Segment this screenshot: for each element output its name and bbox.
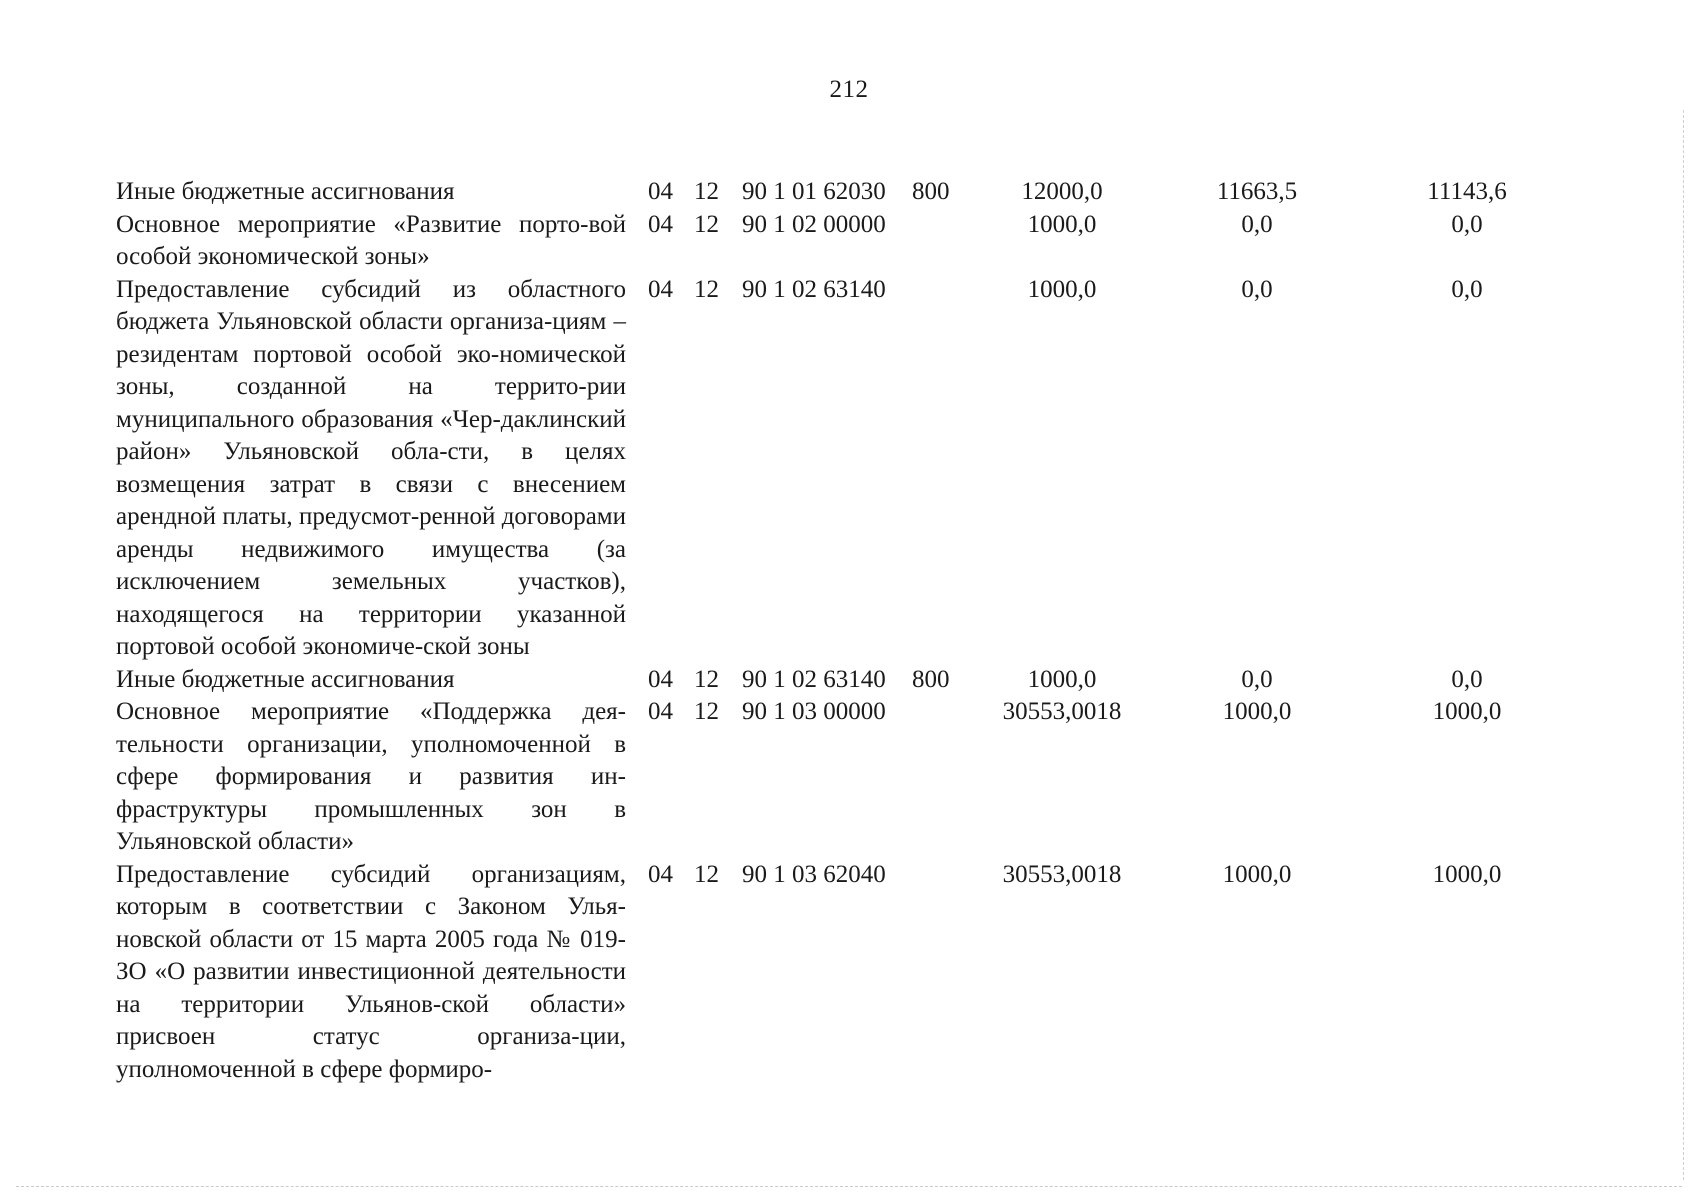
page-number: 212 bbox=[829, 76, 869, 103]
row-amount-year-1: 12000,0 bbox=[1021, 178, 1103, 205]
row-amount-year-1: 30553,0018 bbox=[1002, 860, 1122, 888]
row-section-code: 04 bbox=[648, 275, 673, 303]
row-name: Основное мероприятие «Поддержка дея-тельности организации, уполномоченной в сфере формирования и развития ин-фраструктуры промышленных зон в Ульяновской области» bbox=[116, 698, 626, 855]
row-name: Иные бюджетные ассигнования bbox=[116, 665, 455, 693]
row-amount-year-3: 0,0 bbox=[1451, 665, 1483, 693]
table-row bbox=[116, 209, 1572, 274]
row-expense-type-code bbox=[912, 274, 972, 664]
row-amount-year-1: 1000,0 bbox=[1027, 665, 1097, 693]
row-subsection-code: 12 bbox=[694, 860, 719, 888]
table-row bbox=[116, 274, 1572, 664]
row-target-article-code: 90 1 02 63140 bbox=[742, 275, 886, 303]
row-amount-year-2: 0,0 bbox=[1241, 665, 1273, 693]
row-subsection-code: 12 bbox=[694, 178, 719, 205]
row-target-article-code: 90 1 02 00000 bbox=[742, 210, 886, 238]
scan-border-bottom bbox=[16, 1186, 1682, 1187]
row-subsection-code: 12 bbox=[694, 210, 719, 238]
row-amount-year-2: 0,0 bbox=[1241, 210, 1273, 238]
table-row bbox=[116, 859, 1572, 1087]
row-amount-year-2: 11663,5 bbox=[1216, 178, 1298, 205]
row-amount-year-1: 1000,0 bbox=[1027, 275, 1097, 303]
row-section-code: 04 bbox=[648, 698, 673, 725]
row-expense-type-code bbox=[912, 209, 972, 274]
row-amount-year-3: 1000,0 bbox=[1432, 860, 1502, 888]
row-target-article-code: 90 1 03 62040 bbox=[742, 860, 886, 888]
row-target-article-code: 90 1 02 63140 bbox=[742, 665, 886, 693]
row-subsection-code: 12 bbox=[694, 665, 719, 693]
row-expense-type-code bbox=[912, 696, 972, 859]
row-amount-year-3: 1000,0 bbox=[1432, 698, 1502, 725]
row-subsection-code: 12 bbox=[694, 275, 719, 303]
row-expense-type-code bbox=[912, 859, 972, 1087]
row-name: Основное мероприятие «Развитие порто-вой особой экономической зоны» bbox=[116, 210, 626, 270]
row-name: Предоставление субсидий из областного бюджета Ульяновской области организа-циям – резидентам портовой особой эко-номической зоны, созданной на террито-рии муниципального образования «Чер-даклинский район» Ульяновской обла-сти, в целях возмещения затрат в связи с внесением арендной платы, предусмот-ренной договорами аренды недвижимого имущества (за исключением земельных участков), находящегося на территории указанной портовой особой экономиче-ской зоны bbox=[116, 275, 626, 660]
row-section-code: 04 bbox=[648, 178, 673, 205]
table-row bbox=[116, 696, 1572, 859]
row-amount-year-1: 30553,0018 bbox=[1002, 698, 1122, 725]
row-amount-year-3: 0,0 bbox=[1451, 275, 1483, 303]
row-expense-type-code: 800 bbox=[912, 665, 950, 693]
table-row bbox=[116, 664, 1572, 697]
row-expense-type-code: 800 bbox=[912, 178, 950, 205]
scan-border-right bbox=[1683, 110, 1684, 1180]
row-target-article-code: 90 1 03 00000 bbox=[742, 698, 886, 725]
row-amount-year-2: 0,0 bbox=[1241, 275, 1273, 303]
row-amount-year-2: 1000,0 bbox=[1222, 860, 1292, 888]
row-amount-year-1: 1000,0 bbox=[1027, 210, 1097, 238]
row-section-code: 04 bbox=[648, 860, 673, 888]
row-amount-year-2: 1000,0 bbox=[1222, 698, 1292, 725]
row-section-code: 04 bbox=[648, 210, 673, 238]
row-section-code: 04 bbox=[648, 665, 673, 693]
row-target-article-code: 90 1 01 62030 bbox=[742, 178, 886, 205]
budget-table bbox=[116, 176, 1572, 1086]
row-subsection-code: 12 bbox=[694, 698, 719, 725]
row-name: Предоставление субсидий организациям, которым в соответствии с Законом Улья-новской области от 15 марта 2005 года № 019-ЗО «О развитии инвестиционной деятельности на территории Ульянов-ской области» присвоен статус организа-ции, уполномоченной в сфере формиро- bbox=[116, 860, 626, 1083]
row-amount-year-3: 0,0 bbox=[1451, 210, 1483, 238]
row-name: Иные бюджетные ассигнования bbox=[116, 178, 455, 205]
table-row bbox=[116, 176, 1572, 209]
row-amount-year-3: 11143,6 bbox=[1427, 178, 1507, 205]
